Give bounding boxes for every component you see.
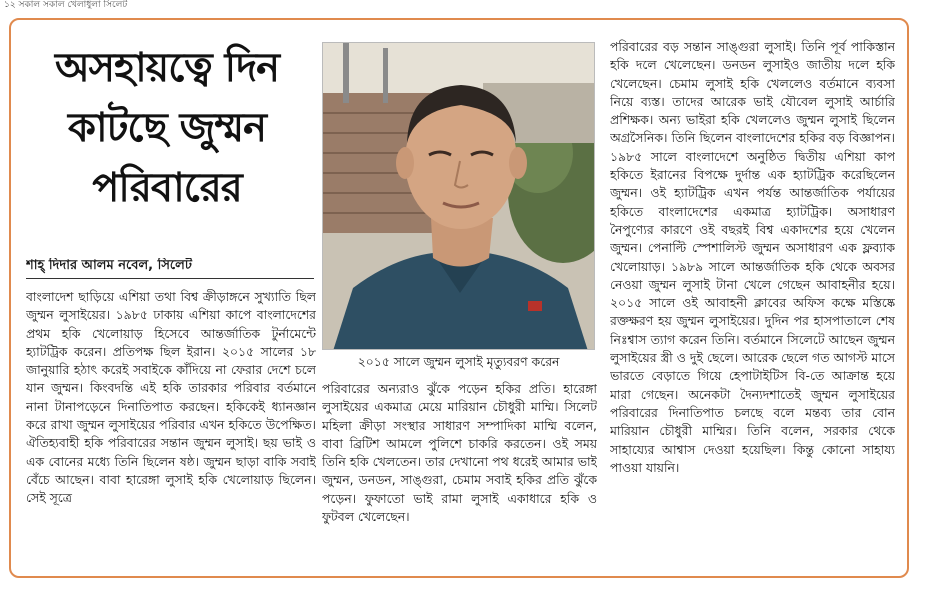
article-column-1: বাংলাদেশ ছাড়িয়ে এশিয়া তথা বিশ্ব ক্রীড়াঙ্গনে সুখ্যাতি ছিল জুম্মন লুসাইয়ের। ১৯৮৫ ঢাকায় এশিয়া কাপে বাংলাদেশের প্রথম হকি খেলোয়াড় হিসেবে আন্তর্জাতিক টুর্নামেন্টে হ্যাটট্রিক করেন। প্রতিপক্ষ ছিল ইরান। ২০১৫ সালের ১৮ জানুয়ারি হঠাৎ করেই সবাইকে কাঁদিয়ে না ফেরার দেশে চলে যান জুম্মন। কিংবদন্তি এই হকি তারকার পরিবার বর্তমানে নানা টানাপড়েনে দিনাতিপাত করছেন। হকিকেই ধ্যানজ্ঞান করে রাখা জুম্মন লুসাইয়ের পরিবার এখন হকিতে উপেক্ষিত। ঐতিহ্যবাহী হকি পরিবারের সন্তান জুম্মন লুসাই। ছয় ভাই ও এক বোনের মধ্যে তিনি ছিলেন ষষ্ঠ। জুম্মন ছাড়া বাকি সবাই বেঁচে আছেন। বাবা হারেঙ্গা লুসাই হকি খেলোয়াড় ছিলেন। সেই সূত্রে — [26, 289, 316, 506]
headline-line-3: পরিবারের — [92, 165, 242, 211]
page-header-strip: ১২ সকাল সকাল খেলাধুলা সিলেট — [4, 0, 128, 10]
article-column-2: পরিবারের অন্যরাও ঝুঁকে পড়েন হকির প্রতি। হারেঙ্গা লুসাইয়ের একমাত্র মেয়ে মারিয়ান চৌধুরী মাম্মি। সিলেট মহিলা ক্রীড়া সংস্থার সাধারণ সম্পাদিকা মাম্মি বলেন, বাবা ব্রিটিশ আমলে পুলিশে চাকরি করতেন। ওই সময় তিনি হকি খেলতেন। তার দেখানো পথ ধরেই আমার ভাই জুম্মন, ডনডন, সাঙ্গুরা, চেমাম সবাই হকির প্রতি ঝুঁকে পড়েন। ফুফাতো ভাই রামা লুসাই একাধারে হকি ও ফুটবল খেলেছেন। — [322, 381, 597, 525]
headline-line-1: অসহায়ত্বে দিন — [54, 45, 280, 91]
headline-line-2: কাটছে জুম্মন — [68, 105, 266, 151]
article-column-3: পরিবারের বড় সন্তান সাঙ্গুরা লুসাই। তিনি পূর্ব পাকিস্তান হকি দলে খেলেছেন। ডনডন লুসাইও জাতীয় দলে হকি খেলেছেন। চেমাম লুসাই হকি খেললেও বর্তমানে ব্যবসা নিয়ে ব্যস্ত। তাদের আরেক ভাই যৌবেল লুসাই আর্চারি প্রশিক্ষক। অন্য ভাইরা হকি খেললেও জুম্মন লুসাই ছিলেন অগ্রসৈনিক। তিনি ছিলেন বাংলাদেশের হকির বড় বিজ্ঞাপন। ১৯৮৫ সালে বাংলাদেশে অনুষ্ঠিত দ্বিতীয় এশিয়া কাপ হকিতে ইরানের বিপক্ষে দুর্দান্ত এক হ্যাটট্রিক করেছিলেন জুম্মন। ওই হ্যাটট্রিক এখন পর্যন্ত আন্তর্জাতিক পর্যায়ের হকিতে বাংলাদেশের একমাত্র হ্যাটট্রিক। অসাধারণ নৈপুণ্যের কারণে ওই বছরই বিশ্ব একাদশের হয়ে খেলেন জুম্মন। পেনাল্টি স্পেশালিস্ট জুম্মন অসাধারণ এক ফ্লব্যাক খেলোয়াড়। ১৯৮৯ সালে আন্তর্জাতিক হকি থেকে অবসর নেওয়া জুম্মন লুসাই টানা খেলে গেছেন আবাহনীর হয়ে। ২০১৫ সালে ওই আবাহনী ক্লাবের অফিস কক্ষে মস্তিষ্কে রক্তক্ষরণ হয় জুম্মন লুসাইয়ের। দুদিন পর হাসপাতালে শেষ নিঃশ্বাস ত্যাগ করেন তিনি। বর্তমানে সিলেটে আছেন জুম্মন লুসাইয়ের স্ত্রী ও দুই ছেলে। আরেক ছেলে গত আগস্ট মাসে ভারতে বেড়াতে গিয়ে হেপাটাইটিস বি-তে আক্রান্ত হয়ে মারা গেছেন। অনেকটা দৈন্যদশাতেই জুম্মন লুসাইয়ের পরিবারের দিনাতিপাত চলছে বলে মন্তব্য তার বোন মারিয়ান চৌধুরী মাম্মির। তিনি বলেন, সরকার থেকে সাহায্যের আশ্বাস দেওয়া হয়েছিল। কিন্তু কোনো সাহায্য পাওয়া যায়নি। — [610, 39, 895, 475]
headline — [22, 38, 312, 218]
byline: শাহ্ দিদার আলম নবেল, সিলেট — [26, 258, 314, 279]
article-photo — [322, 42, 595, 350]
photo-caption: ২০১৫ সালে জুম্মন লুসাই মৃত্যুবরণ করেন — [357, 354, 560, 369]
